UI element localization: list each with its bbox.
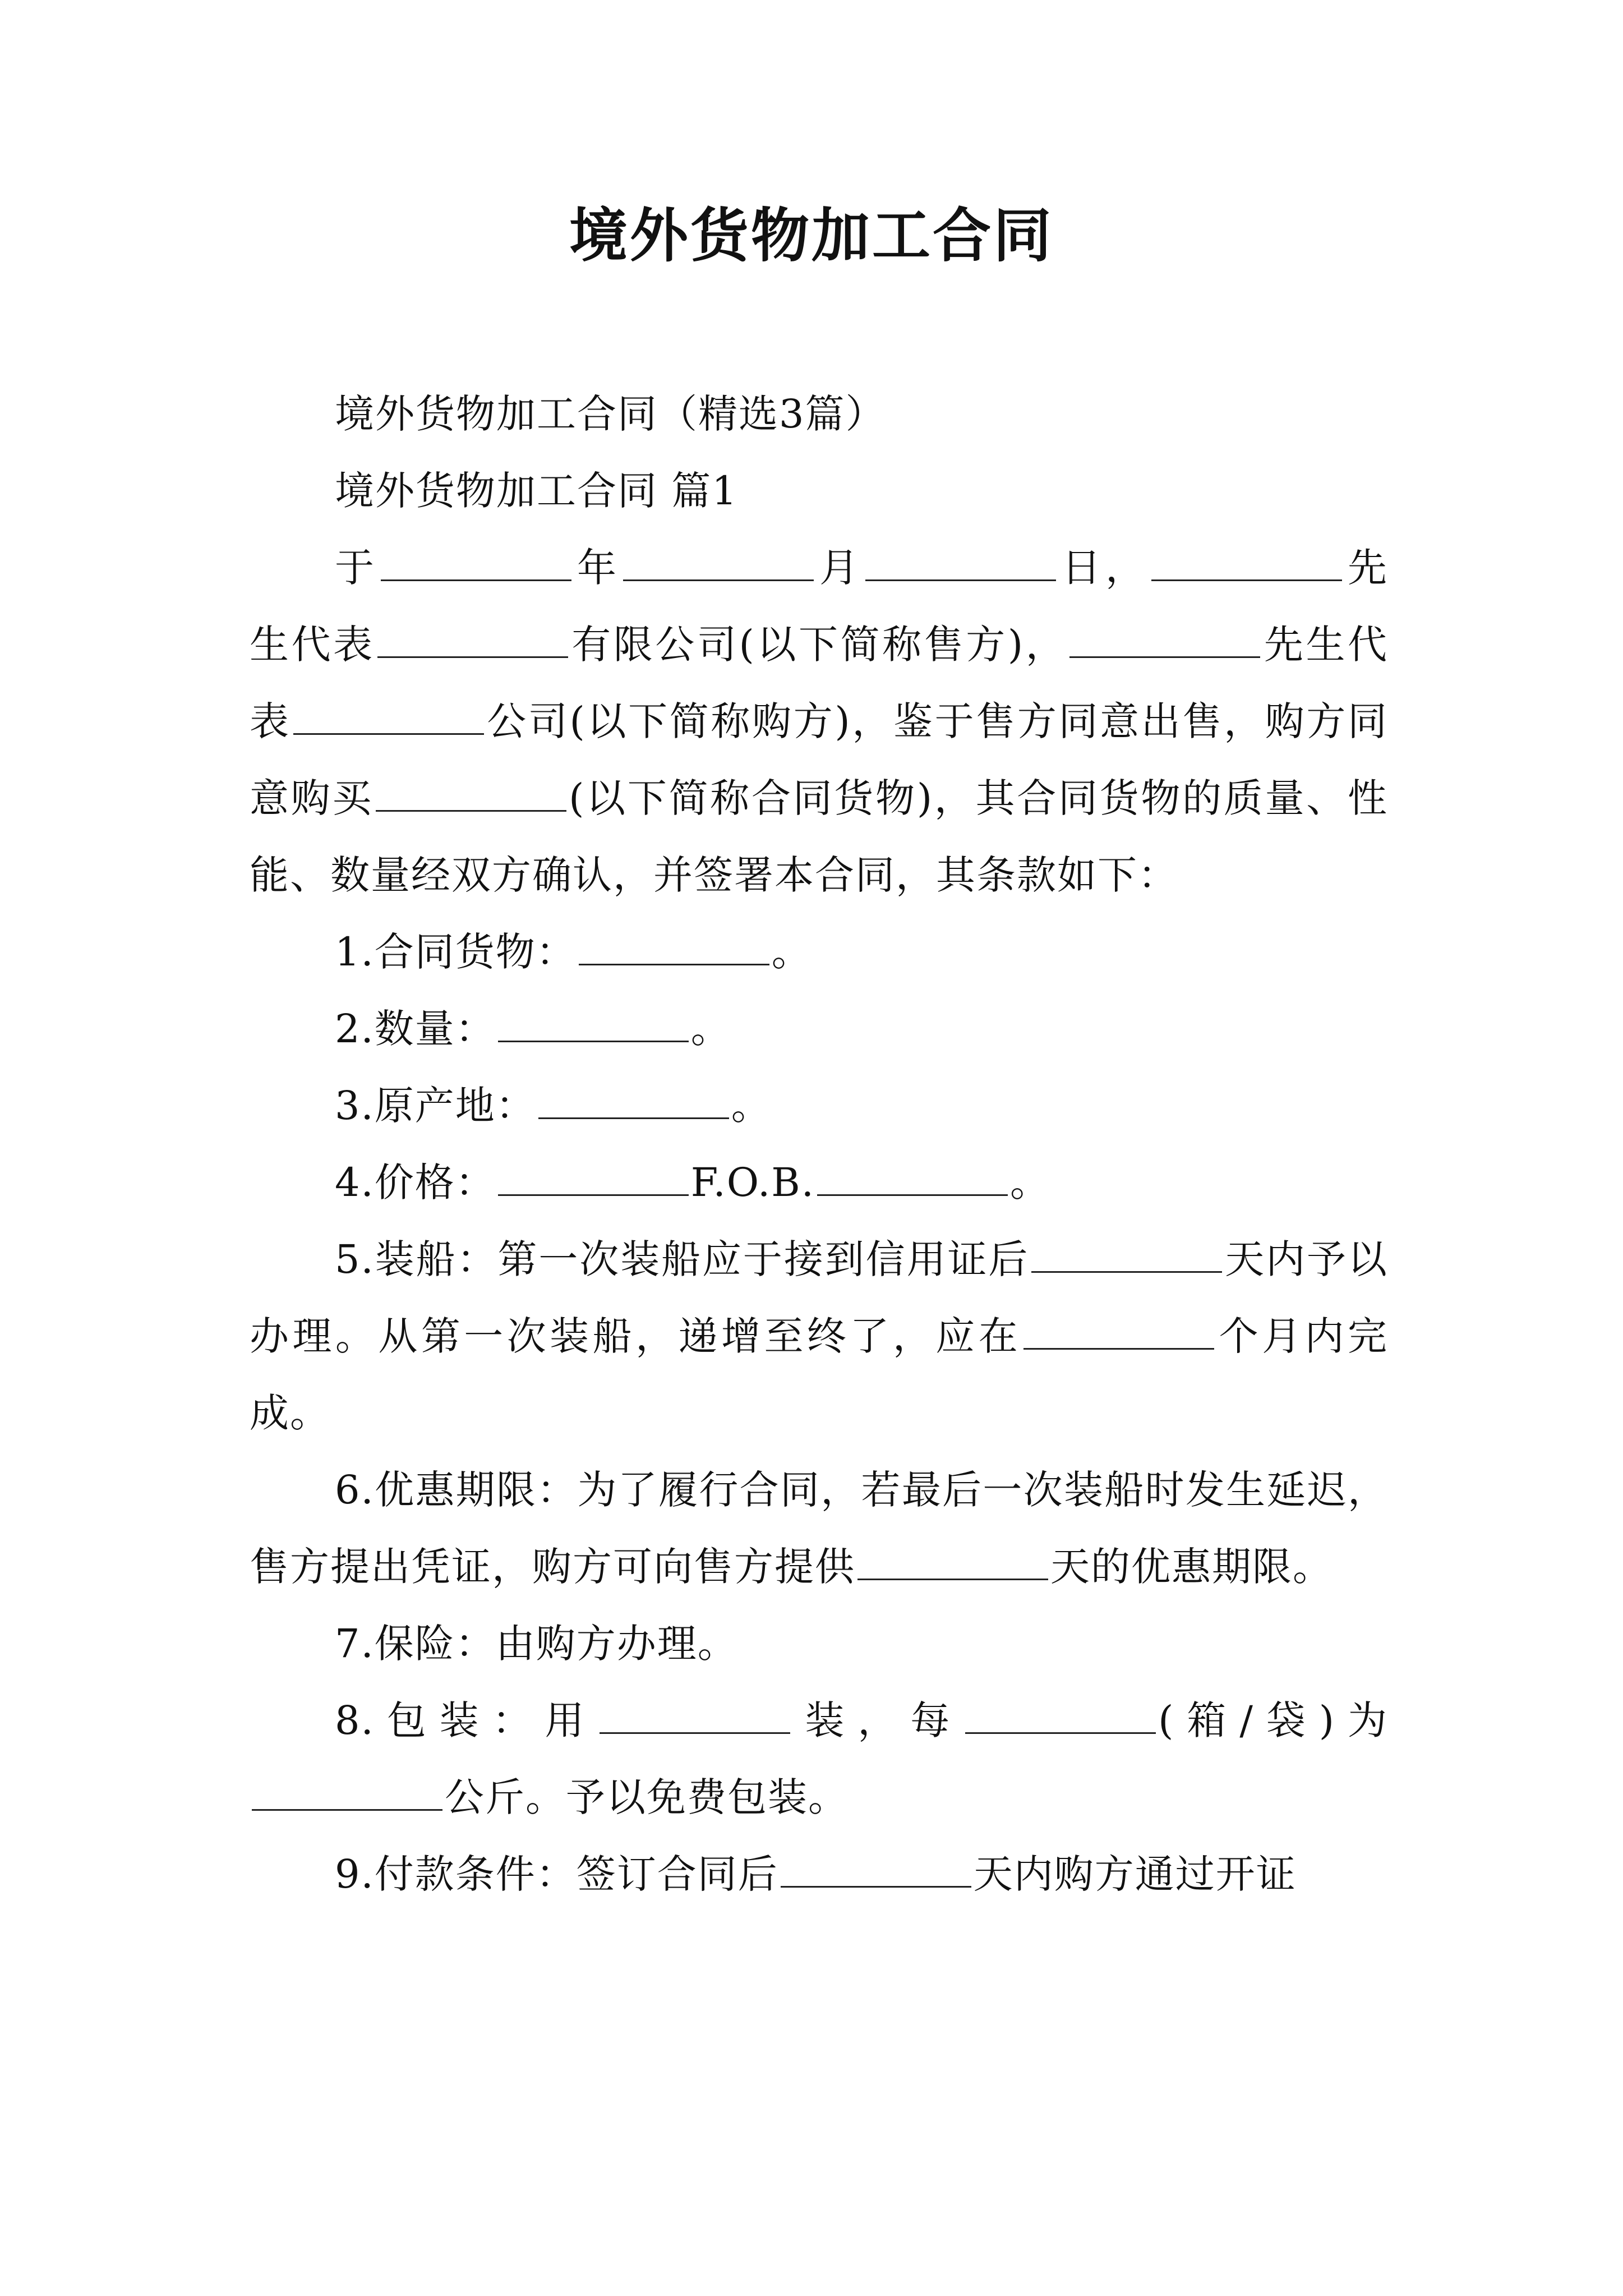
paragraph-text: 日， — [1058, 545, 1149, 591]
paragraph-text: 2.数量： — [335, 1006, 496, 1052]
paragraph-text: 。 — [731, 1083, 772, 1129]
blank-field — [1023, 1314, 1214, 1350]
document-body — [250, 376, 1388, 1913]
paragraph-text: 先生代表 — [250, 545, 1388, 668]
blank-field — [817, 1161, 1008, 1196]
blank-field — [381, 546, 571, 581]
paragraph-text: 于 — [335, 545, 379, 591]
paragraph-text: 8.包装：用 — [335, 1697, 598, 1743]
paragraph-text: 装，每 — [792, 1697, 963, 1743]
paragraph-text: 。 — [1009, 1159, 1050, 1205]
contract-paragraph — [250, 530, 1388, 914]
paragraph-text: 有限公司(以下简称售方)， — [570, 622, 1068, 668]
paragraph-text: 天内予以办理。从第一次装船，递增至终了，应在 — [250, 1236, 1389, 1359]
paragraph-text: 3.原产地： — [335, 1083, 536, 1129]
contract-paragraph — [250, 1144, 1388, 1221]
contract-paragraph — [250, 991, 1388, 1068]
blank-field — [857, 1545, 1048, 1580]
contract-paragraph — [250, 1221, 1388, 1452]
blank-field — [865, 546, 1056, 581]
contract-paragraph — [250, 1068, 1388, 1144]
paragraph-text: 4.价格： — [335, 1159, 496, 1205]
blank-field — [1031, 1237, 1222, 1273]
document-subtitle: 境外货物加工合同（精选3篇） — [335, 391, 886, 437]
blank-field — [498, 1161, 689, 1196]
blank-field — [1151, 546, 1342, 581]
paragraph-text: (箱/袋)为 — [1158, 1697, 1389, 1743]
blank-field — [377, 623, 568, 658]
blank-field — [623, 546, 814, 581]
paragraph-text: 公司(以下简称购方)，鉴于售方同意出售，购方同意购买 — [250, 698, 1388, 821]
contract-paragraph — [250, 1682, 1388, 1836]
blank-field — [600, 1699, 790, 1734]
paragraph-text: 9.付款条件：签订合同后 — [335, 1851, 778, 1897]
section-heading: 境外货物加工合同 篇1 — [335, 468, 738, 514]
paragraph-text: 月 — [816, 545, 863, 591]
paragraph-text: 先生代表 — [250, 622, 1389, 744]
contract-paragraph — [250, 1452, 1388, 1605]
blank-field — [781, 1852, 971, 1888]
blank-field — [252, 1775, 442, 1811]
blank-field — [579, 930, 769, 965]
blank-field — [1069, 623, 1260, 658]
paragraph-text: 天的优惠期限。 — [1050, 1544, 1333, 1590]
blank-field — [965, 1699, 1156, 1734]
paragraph-text: 。 — [771, 929, 812, 975]
blank-field — [376, 776, 566, 812]
paragraph-text: 5.装船：第一次装船应于接到信用证后 — [335, 1236, 1030, 1282]
paragraph-text: 。 — [690, 1006, 731, 1052]
document-title: 境外货物加工合同 — [569, 201, 1054, 270]
paragraph-text: 6.优惠期限：为了履行合同，若最后一次装船时发生延迟，售方提出凭证，购方可向售方提供 — [250, 1467, 1388, 1590]
contract-paragraph — [250, 914, 1388, 991]
blank-field — [538, 1084, 729, 1119]
paragraph-text: (以下简称合同货物)，其合同货物的质量、性能、数量经双方确认，并签署本合同，其条款如下： — [250, 775, 1388, 898]
paragraph-text: F.O.B. — [690, 1159, 815, 1205]
paragraph-text: 天内购方通过开证 — [973, 1851, 1297, 1897]
contract-paragraph — [250, 1836, 1388, 1913]
blank-field — [293, 700, 484, 735]
paragraph-text: 年 — [574, 545, 621, 591]
contract-paragraph — [250, 1605, 1388, 1682]
paragraph-text: 个月内完成。 — [250, 1313, 1389, 1436]
paragraph-text: 1.合同货物： — [335, 929, 577, 975]
paragraph-text: 7.保险：由购方办理。 — [335, 1621, 738, 1667]
paragraph-text: 公斤。予以免费包装。 — [445, 1774, 849, 1820]
blank-field — [498, 1007, 689, 1042]
